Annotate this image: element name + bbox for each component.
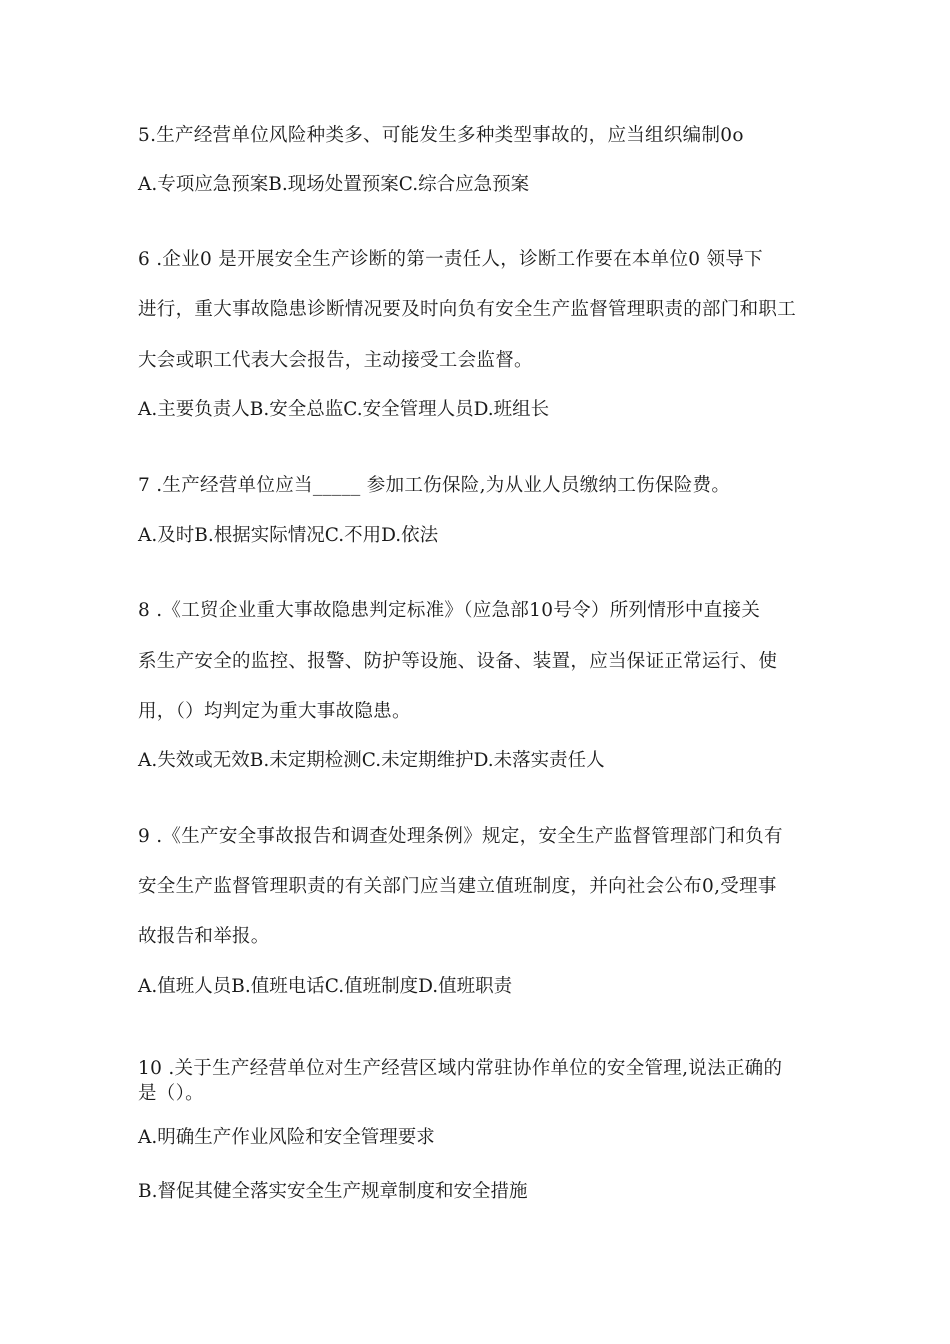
question-7-options: A.及时B.根据实际情况C.不用D.依法 <box>138 525 439 546</box>
question-6-stem-line-1: 6 .企业0 是开展安全生产诊断的第一责任人，诊断工作要在本单位0 领导下 <box>138 249 763 270</box>
question-5-options: A.专项应急预案B.现场处置预案C.综合应急预案 <box>138 174 530 195</box>
question-6-options: A.主要负责人B.安全总监C.安全管理人员D.班组长 <box>138 399 550 420</box>
question-6-stem-line-3: 大会或职工代表大会报告，主动接受工会监督。 <box>138 350 533 371</box>
question-10-option-a: A.明确生产作业风险和安全管理要求 <box>138 1127 435 1148</box>
question-8-stem-line-2: 系生产安全的监控、报警、防护等设施、设备、装置，应当保证正常运行、使 <box>138 651 778 672</box>
question-9-stem-line-3: 故报告和举报。 <box>138 926 270 947</box>
question-9-stem-line-1: 9 .《生产安全事故报告和调查处理条例》规定，安全生产监督管理部门和负有 <box>138 826 783 847</box>
question-8-stem-line-1: 8 .《工贸企业重大事故隐患判定标准》（应急部10号令）所列情形中直接关 <box>138 600 761 621</box>
question-8-options: A.失效或无效B.未定期检测C.未定期维护D.未落实责任人 <box>138 750 605 771</box>
question-5-stem-line-1: 5.生产经营单位风险种类多、可能发生多种类型事故的，应当组织编制0o <box>138 125 744 146</box>
question-6-stem-line-2: 进行，重大事故隐患诊断情况要及时向负有安全生产监督管理职责的部门和职工 <box>138 299 797 320</box>
question-8-stem-line-3: 用，（）均判定为重大事故隐患。 <box>138 701 411 722</box>
question-9-stem-line-2: 安全生产监督管理职责的有关部门应当建立值班制度，并向社会公布0,受理事 <box>138 876 777 897</box>
question-10-option-b: B.督促其健全落实安全生产规章制度和安全措施 <box>138 1181 528 1202</box>
question-7-stem-line-1: 7 .生产经营单位应当_____ 参加工伤保险,为从业人员缴纳工伤保险费。 <box>138 475 731 496</box>
question-10-stem-line-2: 是（）。 <box>138 1083 204 1104</box>
question-10-stem-line-1: 10 .关于生产经营单位对生产经营区域内常驻协作单位的安全管理,说法正确的 <box>138 1058 783 1079</box>
question-9-options: A.值班人员B.值班电话C.值班制度D.值班职责 <box>138 976 513 997</box>
